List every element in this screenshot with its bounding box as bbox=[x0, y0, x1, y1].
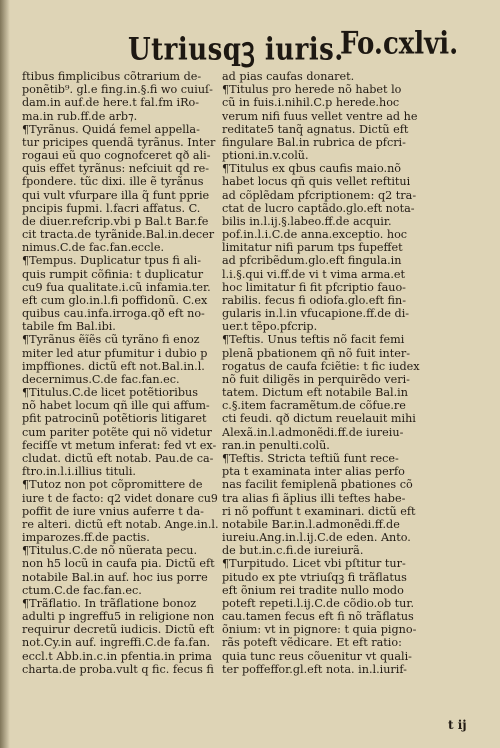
left-column-line: ¶Tutoz non pot cõpromittere de bbox=[22, 478, 203, 492]
left-column-line: ¶Tyrãnus ẽĩẽs cũ tyrãno fi enoz bbox=[22, 333, 200, 347]
left-column-line: pncipis fupmi. l.facri affatus. C. bbox=[22, 201, 201, 215]
right-column-line: rabilis. fecus fi odiofa.glo.eft fin- bbox=[222, 293, 406, 307]
left-column-line: ponẽtib⁹. gl.e fing.in.§.fi wo cuiuſ- bbox=[22, 83, 213, 97]
left-column-line: de diuer.refcrip.vbi p Bal.t Bar.fe bbox=[22, 214, 209, 228]
left-column-line: ctum.C.de fac.fan.ec. bbox=[22, 583, 142, 597]
right-column-line: pitudo ex pte vtriuſqꝫ fi trãflatus bbox=[222, 570, 407, 584]
running-title: Utriusqꝫ iuris. bbox=[128, 32, 344, 68]
right-column-line: reditate5 tanq̃ agnatus. Dictũ eft bbox=[222, 122, 409, 136]
right-column-line: ri nõ poffunt t examinari. dictũ eft bbox=[222, 504, 416, 518]
left-column-line: impffiones. dictũ eft not.Bal.in.l. bbox=[22, 359, 205, 373]
right-column-line: bilis in.l.ij.§.labeo.ff.de acquir. bbox=[222, 214, 392, 228]
right-column-line: de but.in.c.fi.de iureiurã. bbox=[222, 544, 364, 558]
right-column-line: nas facilit femiplenã pbationes cõ bbox=[222, 478, 413, 492]
right-column-line: limitatur nifi parum tps fupeffet bbox=[222, 241, 403, 255]
right-column-line: tatem. Dictum eft notabile Bal.in bbox=[222, 386, 408, 400]
left-column-line: tur pricipes quendã tyrãnus. Inter bbox=[22, 135, 216, 149]
right-column-line: cau.tamen fecus eft fi nõ trãflatus bbox=[222, 610, 414, 624]
left-column bbox=[22, 70, 218, 676]
right-column-line: uer.t tẽpo.pfcrip. bbox=[222, 320, 318, 334]
left-column-line: quis rumpit cõfinia: t duplicatur bbox=[22, 267, 204, 281]
right-column-line: ¶Turpitudo. Licet vbi pſtitur tur- bbox=[222, 557, 406, 571]
left-column-line: not.Cy.in auf. ingreffi.C.de fa.fan. bbox=[22, 636, 210, 650]
right-column-line: hoc limitatur fi fit pfcriptio fauo- bbox=[222, 280, 406, 294]
right-column-line: ptioni.in.v.colũ. bbox=[222, 149, 309, 163]
left-column-line: ¶Tyrãnus. Quidá femel appella- bbox=[22, 122, 200, 136]
right-column-line: habet locus qñ quis vellet reftitui bbox=[222, 175, 411, 189]
left-column-line: cit tracta.de tyrãnide.Bal.in.decer bbox=[22, 228, 215, 242]
left-column-line: fecifſe vt metum inferat: fed vt ex- bbox=[22, 438, 217, 452]
right-column-line: ad pfcribẽdum.glo.eft fingula.in bbox=[222, 254, 402, 268]
folio-number: Fo.cxlvi. bbox=[340, 26, 459, 62]
binding-shadow bbox=[0, 0, 10, 748]
left-column-line: ma.in rub.ff.de arb⁊. bbox=[22, 109, 138, 123]
left-column-line: requirur decretũ iudicis. Dictũ eft bbox=[22, 623, 215, 637]
left-column-line: ¶Tempus. Duplicatur tpus fi ali- bbox=[22, 254, 201, 268]
left-column-line: cum pariter potẽte qui nõ videtur bbox=[22, 425, 212, 439]
left-column-line: fpondere. tũc dixi. ille ẽ tyrãnus bbox=[22, 175, 204, 189]
right-column-line: plenã pbationem qñ nõ fuit inter- bbox=[222, 346, 411, 360]
left-column-line: eccl.t Abb.in.c.in pfentia.in prima bbox=[22, 649, 212, 663]
left-column-line: charta.de proba.vult q fic. fecus fi bbox=[22, 662, 214, 676]
left-column-line: quibus cau.infa.irroga.qð eft no- bbox=[22, 307, 205, 321]
left-column-line: nimus.C.de fac.fan.eccle. bbox=[22, 241, 165, 255]
right-column-line: cũ in fuis.i.nihil.C.p herede.hoc bbox=[222, 96, 400, 110]
left-column-line: decernimus.C.de fac.fan.ec. bbox=[22, 372, 180, 386]
left-column-line: ftro.in.l.i.illius tituli. bbox=[22, 465, 136, 479]
right-column-line: pta t examinata inter alias perfo bbox=[222, 465, 405, 479]
right-column-line: Alexã.in.l.admonẽdi.ff.de iureiu- bbox=[222, 425, 404, 439]
right-column-line: ¶Titulus ex qbus caufis maio.nõ bbox=[222, 162, 402, 176]
right-column-line: fingulare Bal.in rubrica de pfcri- bbox=[222, 135, 406, 149]
right-column-line: rogatus de caufa fciẽtie: t fic iudex bbox=[222, 359, 420, 373]
right-column-line: ad pias caufas donaret. bbox=[222, 70, 355, 83]
right-column-line: quia tunc reus cõuenitur vt quali- bbox=[222, 649, 412, 663]
right-column-line: iureiu.Ang.in.l.ij.C.de eden. Anto. bbox=[222, 531, 411, 545]
right-column-line: eft õnium rei tradite nullo modo bbox=[222, 583, 404, 597]
left-column-line: ¶Titulus.C.de licet potẽtioribus bbox=[22, 386, 198, 400]
left-column-line: re alteri. dictũ eft notab. Ange.in.l. bbox=[22, 517, 219, 531]
right-column-line: tra alias fi ãplius illi teftes habe- bbox=[222, 491, 406, 505]
right-column-line: notabile Bar.in.l.admonẽdi.ff.de bbox=[222, 517, 400, 531]
left-column-line: pfit patrocinũ potẽtioris litigaret bbox=[22, 412, 207, 426]
left-column-line: ¶Titulus.C.de nõ nũerata pecu. bbox=[22, 544, 198, 558]
right-column-line: ter poffeffor.gl.eft nota. in.l.iurif- bbox=[222, 662, 407, 676]
right-column-line: ¶Teftis. Unus teftis nõ facit femi bbox=[222, 333, 405, 347]
left-column-line: poffit de iure vnius auferre t da- bbox=[22, 504, 204, 518]
right-column-line: rãs poteft vẽdicare. Et eft ratio: bbox=[222, 636, 402, 650]
signature-mark: t ij bbox=[448, 718, 467, 732]
right-column-line: ctat de lucro captãdo.glo.eft nota- bbox=[222, 201, 415, 215]
left-column-line: eft cum glo.in.l.fi poffidonũ. C.ex bbox=[22, 293, 208, 307]
right-column-line: gularis in.l.in vfucapione.ff.de di- bbox=[222, 307, 410, 321]
left-column-line: non h5 locũ in caufa pia. Dictũ eft bbox=[22, 557, 215, 571]
left-column-line: notabile Bal.in auf. hoc ius porre bbox=[22, 570, 208, 584]
right-column-line: cti feudi. qð dictum reuelauit mihi bbox=[222, 412, 416, 426]
right-column-line: c.§.item facramẽtum.de cõfue.re bbox=[222, 399, 406, 413]
right-column-line: pof.in.l.i.C.de anna.exceptio. hoc bbox=[222, 228, 408, 242]
left-column-line: imparozes.ff.de pactis. bbox=[22, 531, 150, 545]
left-column-line: nõ habet locum qñ ille qui affum- bbox=[22, 399, 210, 413]
left-column-line: ¶Trãflatio. In trãflatione bonoz bbox=[22, 596, 197, 610]
left-column-line: tabile fm Bal.ibi. bbox=[22, 320, 116, 334]
right-column-line: ad cõplẽdam pfcriptionem: q2 tra- bbox=[222, 188, 417, 202]
right-column-line: nõ fuit diligẽs in perquirẽdo veri- bbox=[222, 372, 410, 386]
left-column-line: rogaui eũ quo cognofceret qð ali- bbox=[22, 149, 211, 163]
right-column-line: verum nifi fuus vellet ventre ad he bbox=[222, 109, 418, 123]
right-column-line: l.i.§.qui vi.ff.de vi t vima arma.et bbox=[222, 267, 406, 281]
right-column-line: ¶Titulus pro herede nõ habet lo bbox=[222, 83, 402, 97]
left-column-line: cu9 fua qualitate.i.cũ infamia.ter. bbox=[22, 280, 211, 294]
left-column-line: quis effet tyrãnus: nefciuit qd re- bbox=[22, 162, 210, 176]
right-column-line: ran.in penulti.colũ. bbox=[222, 438, 330, 452]
right-column-line: õnium: vt in pignore: t quia pigno- bbox=[222, 623, 417, 637]
right-column-line: poteft repeti.l.ij.C.de cõdio.ob tur. bbox=[222, 596, 415, 610]
right-column bbox=[222, 70, 470, 676]
left-column-line: iure t de facto: q2 videt donare cu9 bbox=[22, 491, 218, 505]
left-column-line: qui vult vfurpare illa q̃ funt pprie bbox=[22, 188, 210, 202]
page-header bbox=[0, 22, 500, 68]
left-column-line: adulti p ingreffu5 in religione non bbox=[22, 610, 215, 624]
right-column-line: ¶Teftis. Stricta teftiũ funt rece- bbox=[222, 451, 399, 465]
left-column-line: ftibus fimplicibus cõtrarium de- bbox=[22, 70, 202, 83]
left-column-line: dam.in auf.de here.t fal.fm iRo- bbox=[22, 96, 200, 110]
left-column-line: cludat. dictũ eft notab. Pau.de ca- bbox=[22, 451, 214, 465]
left-column-line: miter led atur pfumitur i dubio p bbox=[22, 346, 208, 360]
